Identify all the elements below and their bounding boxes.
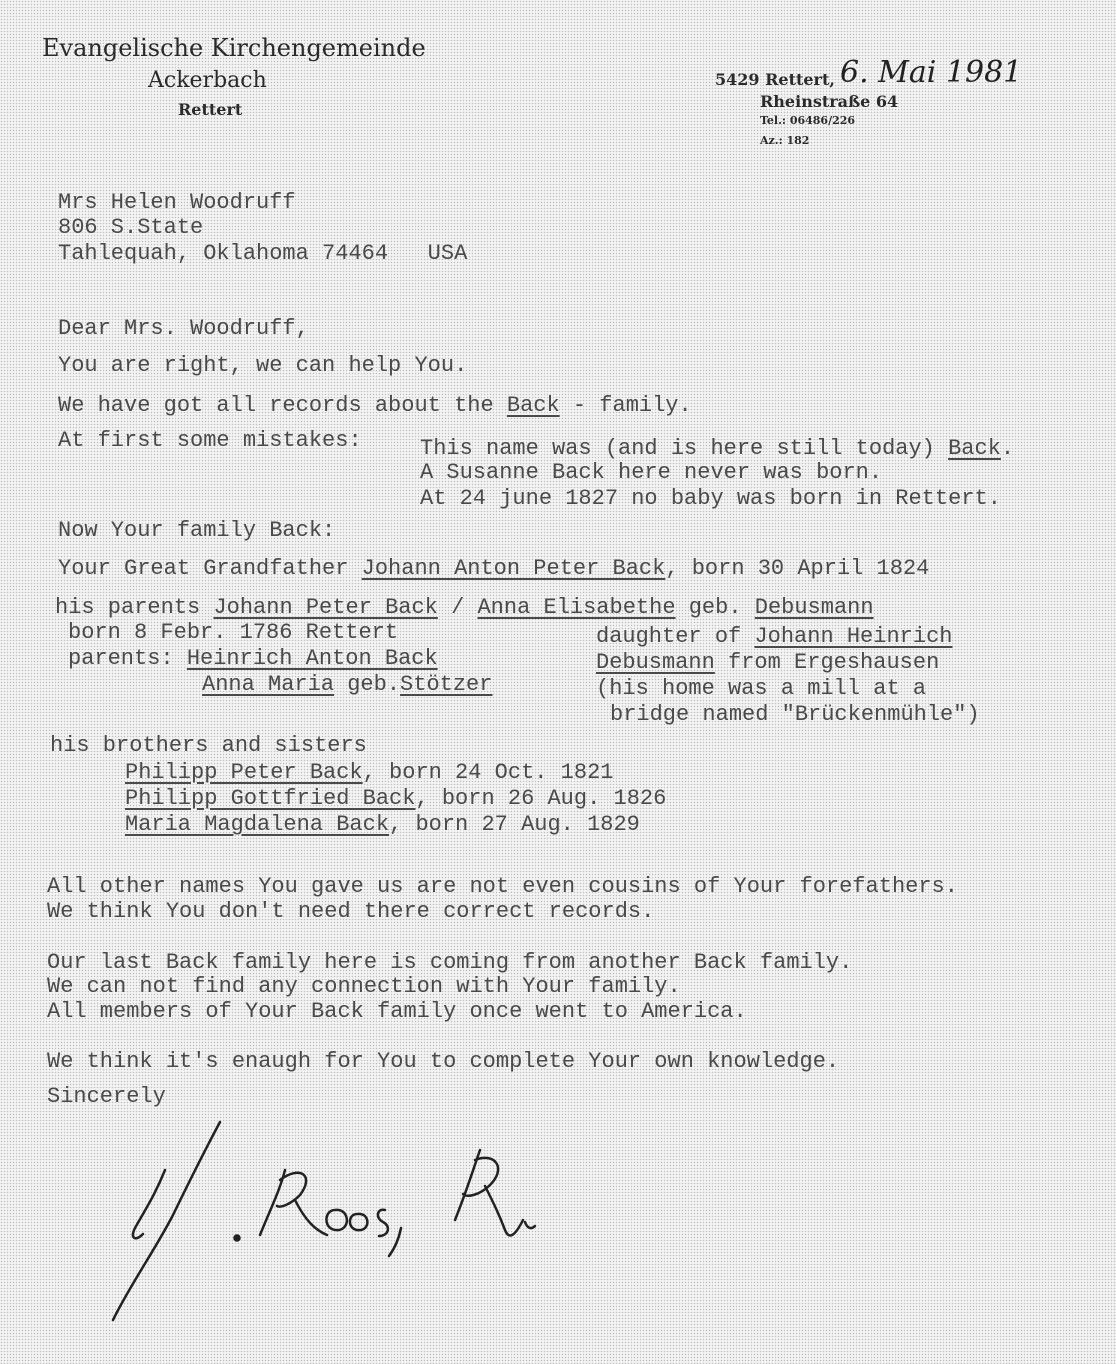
sender-street: Rheinstraße 64 [760,92,899,111]
salutation: Dear Mrs. Woodruff, [58,316,309,341]
siblings-heading: his brothers and sisters [50,733,367,758]
paragraph-intro: You are right, we can help You. [58,353,468,378]
sender-place: 5429 Rettert, [715,70,835,89]
paragraph-last-family-1: Our last Back family here is coming from another Back family. [47,950,853,975]
mother-maiden-name: Debusmann [754,595,874,620]
sender-tel: Tel.: 06486/226 [760,114,856,127]
paragraph-other-names-2: We think You don't need there correct records. [47,899,655,924]
mother-father-first-name: Johann Heinrich [754,624,953,649]
paragraph-last-family-2: We can not find any connection with Your family. [47,974,681,999]
org-town: Rettert [178,100,243,119]
grandmother-name: Anna Maria [202,672,335,697]
great-grandfather-name: Johann Anton Peter Back [361,556,666,581]
sibling-line: Philipp Gottfried Back, born 26 Aug. 1826 [125,786,667,811]
father-parents-line: parents: Heinrich Anton Back [68,646,438,671]
family-heading: Now Your family Back: [58,518,336,543]
great-grandfather-line: Your Great Grandfather Johann Anton Peter Back, born 30 April 1824 [58,556,930,581]
org-name: Evangelische Kirchengemeinde [42,34,426,62]
mistakes-label: At first some mistakes: [58,428,362,453]
org-parish: Ackerbach [148,68,267,93]
grandmother-line: Anna Maria geb.Stötzer [202,672,493,697]
signature-image [95,1110,565,1330]
paragraph-last-family-3: All members of Your Back family once went to America. [47,999,747,1024]
recipient-street: 806 S.State [58,215,204,240]
mill-line-2: bridge named "Brückenmühle") [610,702,980,727]
recipient-city: Tahlequah, Oklahoma 74464 USA [58,241,468,266]
parents-line: his parents Johann Peter Back / Anna Elisabethe geb. Debusmann [55,595,874,620]
closing: Sincerely [47,1084,166,1109]
mistake-line-1: This name was (and is here still today) Back. [420,436,1015,461]
name-back: Back [948,436,1001,461]
father-born: born 8 Febr. 1786 Rettert [68,620,399,645]
father-name: Johann Peter Back [213,595,438,620]
mother-father-last-name: Debusmann [596,650,715,675]
sibling-line: Philipp Peter Back, born 24 Oct. 1821 [125,760,614,785]
sibling-name: Philipp Gottfried Back [125,786,416,811]
letter-date: 6. Mai 1981 [840,55,1023,90]
mother-name: Anna Elisabethe [477,595,676,620]
sibling-name: Maria Magdalena Back [125,812,390,837]
sibling-line: Maria Magdalena Back, born 27 Aug. 1829 [125,812,640,837]
recipient-name: Mrs Helen Woodruff [58,190,296,215]
sender-reference: Az.: 182 [760,134,810,147]
paragraph-records: We have got all records about the Back - family. [58,393,692,418]
name-back: Back [506,393,560,418]
grandmother-maiden-name: Stötzer [400,672,493,697]
paragraph-final: We think it's enaugh for You to complete Your own knowledge. [47,1049,840,1074]
sibling-name: Philipp Peter Back [125,760,363,785]
grandfather-name: Heinrich Anton Back [186,646,438,671]
mistake-line-3: At 24 june 1827 no baby was born in Rettert. [420,486,1001,511]
mother-father-line: Debusmann from Ergeshausen [596,650,940,675]
mother-daughter-of: daughter of Johann Heinrich [596,624,953,649]
paragraph-other-names-1: All other names You gave us are not even cousins of Your forefathers. [47,874,958,899]
mistake-line-2: A Susanne Back here never was born. [420,460,883,485]
mill-line-1: (his home was a mill at a [596,676,927,701]
